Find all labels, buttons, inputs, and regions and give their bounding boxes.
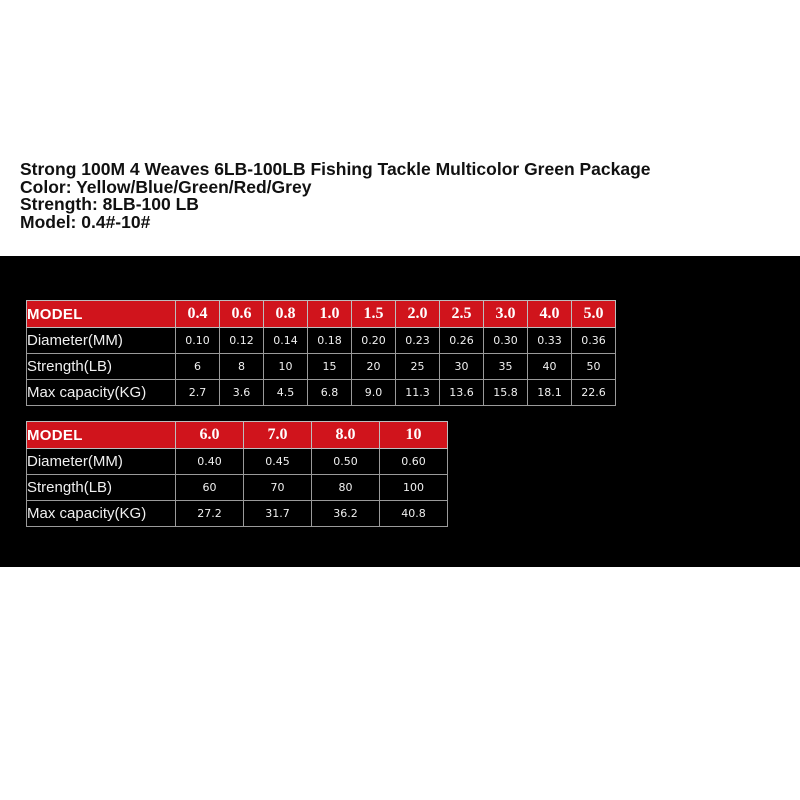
value-cell: 15 <box>308 354 352 380</box>
value-cell: 100 <box>380 475 448 501</box>
value-cell: 0.60 <box>380 449 448 475</box>
value-cell: 0.14 <box>264 328 308 354</box>
value-cell: 0.30 <box>484 328 528 354</box>
spec-table-2 <box>26 421 448 527</box>
value-cell: 0.36 <box>572 328 616 354</box>
model-cell: 6.0 <box>176 422 244 449</box>
value-cell: 80 <box>312 475 380 501</box>
spec-table-1 <box>26 300 616 406</box>
value-cell: 3.6 <box>220 380 264 406</box>
value-cell: 27.2 <box>176 501 244 527</box>
model-cell: 3.0 <box>484 301 528 328</box>
value-cell: 0.10 <box>176 328 220 354</box>
value-cell: 15.8 <box>484 380 528 406</box>
model-cell: 1.0 <box>308 301 352 328</box>
value-cell: 10 <box>264 354 308 380</box>
value-cell: 0.26 <box>440 328 484 354</box>
value-cell: 6.8 <box>308 380 352 406</box>
model-cell: 1.5 <box>352 301 396 328</box>
value-cell: 35 <box>484 354 528 380</box>
model-line: Model: 0.4#-10# <box>20 211 151 232</box>
value-cell: 9.0 <box>352 380 396 406</box>
table-row-diameter <box>27 449 448 475</box>
row-label: Max capacity(KG) <box>27 380 176 406</box>
product-heading <box>20 161 790 231</box>
model-cell: 8.0 <box>312 422 380 449</box>
model-cell: 2.5 <box>440 301 484 328</box>
row-label: Diameter(MM) <box>27 328 176 354</box>
value-cell: 50 <box>572 354 616 380</box>
value-cell: 20 <box>352 354 396 380</box>
table-header-row <box>27 301 616 328</box>
value-cell: 0.50 <box>312 449 380 475</box>
row-label: Strength(LB) <box>27 475 176 501</box>
table-row-max-capacity <box>27 380 616 406</box>
model-header-label: MODEL <box>27 301 176 328</box>
value-cell: 36.2 <box>312 501 380 527</box>
value-cell: 2.7 <box>176 380 220 406</box>
model-cell: 0.6 <box>220 301 264 328</box>
table-row-strength <box>27 354 616 380</box>
model-cell: 7.0 <box>244 422 312 449</box>
row-label: Strength(LB) <box>27 354 176 380</box>
table-header-row <box>27 422 448 449</box>
value-cell: 60 <box>176 475 244 501</box>
value-cell: 0.20 <box>352 328 396 354</box>
value-cell: 0.33 <box>528 328 572 354</box>
table-row-diameter <box>27 328 616 354</box>
value-cell: 11.3 <box>396 380 440 406</box>
value-cell: 13.6 <box>440 380 484 406</box>
value-cell: 0.12 <box>220 328 264 354</box>
value-cell: 25 <box>396 354 440 380</box>
model-cell: 5.0 <box>572 301 616 328</box>
value-cell: 4.5 <box>264 380 308 406</box>
value-cell: 30 <box>440 354 484 380</box>
row-label: Max capacity(KG) <box>27 501 176 527</box>
value-cell: 0.18 <box>308 328 352 354</box>
model-cell: 10 <box>380 422 448 449</box>
model-header-label: MODEL <box>27 422 176 449</box>
value-cell: 40.8 <box>380 501 448 527</box>
value-cell: 31.7 <box>244 501 312 527</box>
model-cell: 0.4 <box>176 301 220 328</box>
model-cell: 4.0 <box>528 301 572 328</box>
product-title: Strong 100M 4 Weaves 6LB-100LB Fishing Tackle Multicolor Green Package <box>20 159 651 179</box>
table-row-max-capacity <box>27 501 448 527</box>
value-cell: 40 <box>528 354 572 380</box>
value-cell: 6 <box>176 354 220 380</box>
model-cell: 0.8 <box>264 301 308 328</box>
color-line: Color: Yellow/Blue/Green/Red/Grey <box>20 176 312 197</box>
value-cell: 18.1 <box>528 380 572 406</box>
value-cell: 8 <box>220 354 264 380</box>
table-row-strength <box>27 475 448 501</box>
row-label: Diameter(MM) <box>27 449 176 475</box>
value-cell: 0.40 <box>176 449 244 475</box>
value-cell: 22.6 <box>572 380 616 406</box>
value-cell: 0.23 <box>396 328 440 354</box>
strength-line: Strength: 8LB-100 LB <box>20 194 199 214</box>
value-cell: 70 <box>244 475 312 501</box>
value-cell: 0.45 <box>244 449 312 475</box>
model-cell: 2.0 <box>396 301 440 328</box>
